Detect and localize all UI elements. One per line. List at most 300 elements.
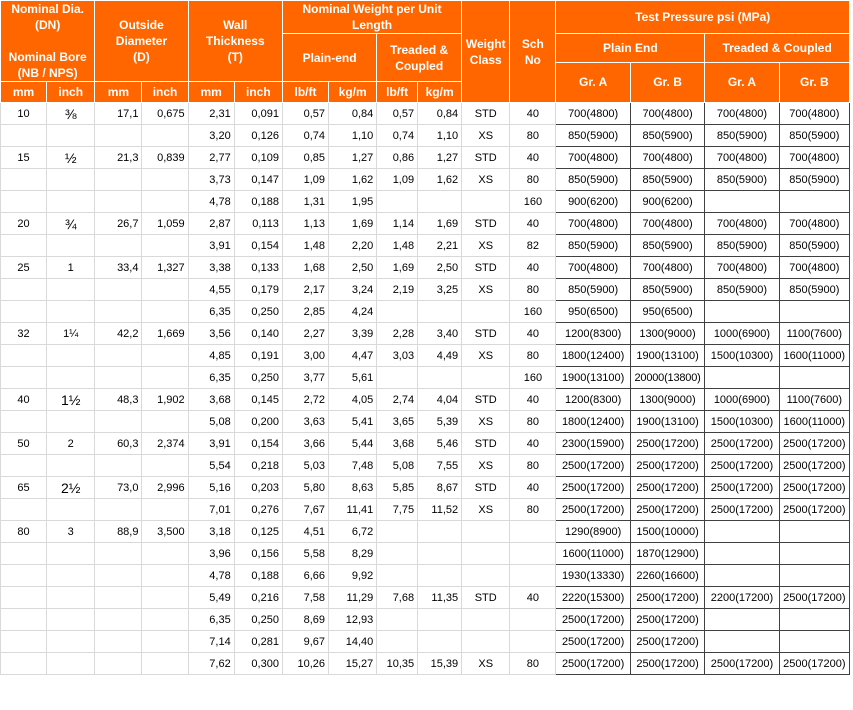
nps-inch-cell <box>47 301 95 323</box>
plain-kgm-cell: 8,63 <box>329 477 377 499</box>
pressure-threaded-gr-b-cell: 2500(17200) <box>779 653 849 675</box>
plain-lbft-cell: 7,58 <box>282 587 328 609</box>
wall-mm-cell: 4,85 <box>188 345 234 367</box>
threaded-lbft-cell: 2,19 <box>377 279 418 301</box>
sch-no-cell: 40 <box>510 103 556 125</box>
weight-class-cell: STD <box>462 389 510 411</box>
table-row <box>1 125 850 147</box>
nps-inch-cell <box>47 653 95 675</box>
od-inch-cell: 3,500 <box>142 521 188 543</box>
threaded-lbft-cell: 1,09 <box>377 169 418 191</box>
pressure-plain-gr-a-cell: 700(4800) <box>556 257 630 279</box>
nps-inch-cell: 3 <box>47 521 95 543</box>
weight-class-cell <box>462 367 510 389</box>
table-row <box>1 323 850 345</box>
od-mm-cell: 42,2 <box>95 323 142 345</box>
wall-mm-cell: 6,35 <box>188 609 234 631</box>
od-inch-cell <box>142 301 188 323</box>
od-inch-cell <box>142 169 188 191</box>
header-gr-b-plain: Gr. B <box>630 62 704 103</box>
wall-mm-cell: 4,78 <box>188 565 234 587</box>
nps-inch-cell <box>47 191 95 213</box>
od-mm-cell <box>95 609 142 631</box>
weight-class-cell: XS <box>462 653 510 675</box>
threaded-lbft-cell: 3,65 <box>377 411 418 433</box>
header-sch-line1: Sch <box>521 36 544 51</box>
pressure-plain-gr-a-cell: 1200(8300) <box>556 323 630 345</box>
wall-mm-cell: 7,62 <box>188 653 234 675</box>
threaded-kgm-cell: 11,35 <box>418 587 462 609</box>
wall-inch-cell: 0,188 <box>234 191 282 213</box>
pressure-threaded-gr-a-cell: 700(4800) <box>705 147 779 169</box>
plain-lbft-cell: 0,74 <box>282 125 328 147</box>
threaded-kgm-cell: 1,62 <box>418 169 462 191</box>
nps-inch-cell: ¾ <box>47 213 95 235</box>
table-row <box>1 367 850 389</box>
wall-inch-cell: 0,216 <box>234 587 282 609</box>
od-mm-cell <box>95 125 142 147</box>
header-outside-line3: (D) <box>133 50 150 64</box>
pressure-threaded-gr-a-cell: 850(5900) <box>705 169 779 191</box>
plain-lbft-cell: 6,66 <box>282 565 328 587</box>
pressure-plain-gr-a-cell: 1800(12400) <box>556 411 630 433</box>
wall-mm-cell: 3,56 <box>188 323 234 345</box>
plain-lbft-cell: 5,58 <box>282 543 328 565</box>
dn-mm-cell: 50 <box>1 433 47 455</box>
nps-inch-cell <box>47 565 95 587</box>
threaded-kgm-cell: 2,21 <box>418 235 462 257</box>
od-mm-cell <box>95 455 142 477</box>
plain-lbft-cell: 0,85 <box>282 147 328 169</box>
od-inch-cell <box>142 235 188 257</box>
od-inch-cell: 1,059 <box>142 213 188 235</box>
pressure-plain-gr-a-cell: 1800(12400) <box>556 345 630 367</box>
od-mm-cell <box>95 235 142 257</box>
threaded-lbft-cell: 1,14 <box>377 213 418 235</box>
pressure-plain-gr-a-cell: 700(4800) <box>556 213 630 235</box>
od-mm-cell <box>95 499 142 521</box>
od-inch-cell <box>142 367 188 389</box>
plain-kgm-cell: 9,92 <box>329 565 377 587</box>
weight-class-cell: STD <box>462 257 510 279</box>
od-mm-cell <box>95 543 142 565</box>
plain-lbft-cell: 2,17 <box>282 279 328 301</box>
nps-inch-cell <box>47 411 95 433</box>
pressure-plain-gr-a-cell: 2500(17200) <box>556 499 630 521</box>
weight-class-cell: STD <box>462 213 510 235</box>
nps-inch-cell <box>47 455 95 477</box>
pressure-plain-gr-b-cell: 850(5900) <box>630 125 704 147</box>
header-weight-class <box>462 1 510 103</box>
pressure-plain-gr-b-cell: 2500(17200) <box>630 499 704 521</box>
threaded-kgm-cell: 1,27 <box>418 147 462 169</box>
wall-mm-cell: 2,87 <box>188 213 234 235</box>
threaded-lbft-cell <box>377 543 418 565</box>
header-plain-end-pressure: Plain End <box>556 34 705 63</box>
threaded-kgm-cell: 7,55 <box>418 455 462 477</box>
wall-mm-cell: 3,91 <box>188 235 234 257</box>
table-row <box>1 411 850 433</box>
pressure-threaded-gr-a-cell: 1500(10300) <box>705 345 779 367</box>
wall-inch-cell: 0,140 <box>234 323 282 345</box>
pressure-threaded-gr-a-cell: 2500(17200) <box>705 433 779 455</box>
pressure-plain-gr-a-cell: 1200(8300) <box>556 389 630 411</box>
dn-mm-cell <box>1 169 47 191</box>
wall-mm-cell: 3,18 <box>188 521 234 543</box>
threaded-kgm-cell <box>418 609 462 631</box>
header-nominal-bore-line2: (NB / NPS) <box>17 66 78 80</box>
dn-mm-cell <box>1 301 47 323</box>
threaded-kgm-cell <box>418 301 462 323</box>
wall-mm-cell: 6,35 <box>188 301 234 323</box>
od-inch-cell <box>142 191 188 213</box>
sch-no-cell: 80 <box>510 653 556 675</box>
header-wall-thickness <box>188 1 282 82</box>
pressure-threaded-gr-a-cell: 850(5900) <box>705 235 779 257</box>
header-wall-line1: Wall <box>223 18 248 32</box>
dn-mm-cell <box>1 279 47 301</box>
pressure-plain-gr-b-cell: 700(4800) <box>630 103 704 125</box>
header-outside-line1: Outside <box>119 18 164 32</box>
pressure-threaded-gr-a-cell: 850(5900) <box>705 125 779 147</box>
plain-lbft-cell: 8,69 <box>282 609 328 631</box>
pressure-plain-gr-b-cell: 1900(13100) <box>630 411 704 433</box>
wall-mm-cell: 4,78 <box>188 191 234 213</box>
wall-mm-cell: 3,91 <box>188 433 234 455</box>
threaded-lbft-cell <box>377 367 418 389</box>
weight-class-cell: STD <box>462 587 510 609</box>
od-mm-cell <box>95 587 142 609</box>
pressure-plain-gr-b-cell: 1500(10000) <box>630 521 704 543</box>
dn-mm-cell <box>1 587 47 609</box>
sch-no-cell: 80 <box>510 499 556 521</box>
wall-mm-cell: 7,01 <box>188 499 234 521</box>
header-gr-a-plain: Gr. A <box>556 62 630 103</box>
nps-inch-cell <box>47 279 95 301</box>
wall-inch-cell: 0,133 <box>234 257 282 279</box>
pressure-plain-gr-b-cell: 2500(17200) <box>630 455 704 477</box>
plain-lbft-cell: 0,57 <box>282 103 328 125</box>
wall-inch-cell: 0,147 <box>234 169 282 191</box>
plain-kgm-cell: 3,39 <box>329 323 377 345</box>
table-row <box>1 653 850 675</box>
wall-inch-cell: 0,191 <box>234 345 282 367</box>
plain-kgm-cell: 4,47 <box>329 345 377 367</box>
sch-no-cell: 80 <box>510 125 556 147</box>
threaded-kgm-cell: 1,69 <box>418 213 462 235</box>
pressure-threaded-gr-b-cell <box>779 521 849 543</box>
plain-kgm-cell: 3,24 <box>329 279 377 301</box>
dn-mm-cell <box>1 543 47 565</box>
weight-class-cell <box>462 631 510 653</box>
table-row <box>1 235 850 257</box>
pressure-plain-gr-a-cell: 850(5900) <box>556 279 630 301</box>
nps-inch-cell <box>47 367 95 389</box>
sch-no-cell: 40 <box>510 587 556 609</box>
pressure-threaded-gr-a-cell: 700(4800) <box>705 213 779 235</box>
header-wall-line2: Thickness <box>205 34 265 48</box>
sch-no-cell <box>510 521 556 543</box>
plain-lbft-cell: 2,27 <box>282 323 328 345</box>
wall-mm-cell: 3,20 <box>188 125 234 147</box>
header-nominal-dia-line1: Nominal Dia. <box>11 2 84 16</box>
wall-inch-cell: 0,125 <box>234 521 282 543</box>
pressure-plain-gr-b-cell: 700(4800) <box>630 213 704 235</box>
sch-no-cell <box>510 609 556 631</box>
plain-lbft-cell: 1,13 <box>282 213 328 235</box>
unit-header: mm <box>95 82 142 103</box>
threaded-lbft-cell <box>377 521 418 543</box>
plain-kgm-cell: 4,24 <box>329 301 377 323</box>
pressure-plain-gr-b-cell: 2500(17200) <box>630 653 704 675</box>
sch-no-cell: 80 <box>510 279 556 301</box>
header-threaded-line2: Coupled <box>395 58 444 73</box>
pressure-plain-gr-b-cell: 2260(16600) <box>630 565 704 587</box>
threaded-kgm-cell: 5,46 <box>418 433 462 455</box>
od-mm-cell: 73,0 <box>95 477 142 499</box>
nps-inch-cell: 1¼ <box>47 323 95 345</box>
pressure-threaded-gr-a-cell: 850(5900) <box>705 279 779 301</box>
wall-inch-cell: 0,145 <box>234 389 282 411</box>
header-nominal-dia-line2: (DN) <box>35 18 61 32</box>
od-mm-cell <box>95 653 142 675</box>
dn-mm-cell: 80 <box>1 521 47 543</box>
pressure-plain-gr-a-cell: 2500(17200) <box>556 477 630 499</box>
threaded-kgm-cell <box>418 565 462 587</box>
threaded-lbft-cell: 1,69 <box>377 257 418 279</box>
pressure-threaded-gr-b-cell: 850(5900) <box>779 125 849 147</box>
plain-lbft-cell: 3,77 <box>282 367 328 389</box>
pressure-plain-gr-b-cell: 2500(17200) <box>630 433 704 455</box>
plain-lbft-cell: 5,03 <box>282 455 328 477</box>
plain-kgm-cell: 1,62 <box>329 169 377 191</box>
od-mm-cell <box>95 191 142 213</box>
sch-no-cell <box>510 631 556 653</box>
threaded-lbft-cell: 5,08 <box>377 455 418 477</box>
od-inch-cell <box>142 455 188 477</box>
nps-inch-cell <box>47 631 95 653</box>
wall-inch-cell: 0,281 <box>234 631 282 653</box>
pressure-plain-gr-a-cell: 850(5900) <box>556 125 630 147</box>
wall-mm-cell: 2,31 <box>188 103 234 125</box>
pressure-threaded-gr-b-cell: 2500(17200) <box>779 499 849 521</box>
dn-mm-cell <box>1 191 47 213</box>
od-inch-cell <box>142 125 188 147</box>
threaded-kgm-cell: 15,39 <box>418 653 462 675</box>
pressure-threaded-gr-a-cell: 2500(17200) <box>705 653 779 675</box>
pressure-plain-gr-a-cell: 2300(15900) <box>556 433 630 455</box>
table-row <box>1 301 850 323</box>
unit-header: mm <box>188 82 234 103</box>
od-inch-cell <box>142 631 188 653</box>
unit-header: inch <box>142 82 188 103</box>
weight-class-cell: STD <box>462 323 510 345</box>
weight-class-cell: XS <box>462 455 510 477</box>
sch-no-cell: 160 <box>510 367 556 389</box>
pressure-threaded-gr-a-cell: 2200(17200) <box>705 587 779 609</box>
plain-kgm-cell: 14,40 <box>329 631 377 653</box>
pressure-plain-gr-a-cell: 700(4800) <box>556 147 630 169</box>
weight-class-cell <box>462 191 510 213</box>
threaded-lbft-cell <box>377 631 418 653</box>
pressure-threaded-gr-b-cell: 1600(11000) <box>779 345 849 367</box>
pressure-plain-gr-a-cell: 2500(17200) <box>556 609 630 631</box>
wall-inch-cell: 0,154 <box>234 235 282 257</box>
unit-header: inch <box>47 82 95 103</box>
wall-mm-cell: 5,16 <box>188 477 234 499</box>
pressure-threaded-gr-b-cell: 850(5900) <box>779 279 849 301</box>
od-mm-cell <box>95 169 142 191</box>
od-mm-cell: 33,4 <box>95 257 142 279</box>
plain-kgm-cell: 8,29 <box>329 543 377 565</box>
weight-class-cell: XS <box>462 125 510 147</box>
pressure-plain-gr-a-cell: 2220(15300) <box>556 587 630 609</box>
weight-class-cell <box>462 565 510 587</box>
header-weight-class-line2: Class <box>469 52 502 67</box>
threaded-lbft-cell: 0,74 <box>377 125 418 147</box>
pressure-threaded-gr-a-cell <box>705 191 779 213</box>
wall-inch-cell: 0,179 <box>234 279 282 301</box>
threaded-lbft-cell: 3,03 <box>377 345 418 367</box>
od-inch-cell: 1,902 <box>142 389 188 411</box>
pressure-plain-gr-b-cell: 850(5900) <box>630 235 704 257</box>
threaded-kgm-cell: 11,52 <box>418 499 462 521</box>
plain-lbft-cell: 7,67 <box>282 499 328 521</box>
threaded-lbft-cell <box>377 191 418 213</box>
od-mm-cell: 26,7 <box>95 213 142 235</box>
threaded-lbft-cell <box>377 565 418 587</box>
weight-class-cell <box>462 543 510 565</box>
pressure-threaded-gr-a-cell: 1000(6900) <box>705 389 779 411</box>
wall-inch-cell: 0,203 <box>234 477 282 499</box>
wall-inch-cell: 0,109 <box>234 147 282 169</box>
od-inch-cell: 2,374 <box>142 433 188 455</box>
table-row <box>1 103 850 125</box>
od-inch-cell <box>142 609 188 631</box>
wall-mm-cell: 3,96 <box>188 543 234 565</box>
od-inch-cell <box>142 411 188 433</box>
table-row <box>1 455 850 477</box>
wall-inch-cell: 0,250 <box>234 367 282 389</box>
od-inch-cell: 1,327 <box>142 257 188 279</box>
threaded-lbft-cell: 1,48 <box>377 235 418 257</box>
plain-kgm-cell: 1,69 <box>329 213 377 235</box>
od-inch-cell <box>142 543 188 565</box>
weight-class-cell: XS <box>462 345 510 367</box>
plain-kgm-cell: 5,61 <box>329 367 377 389</box>
wall-inch-cell: 0,200 <box>234 411 282 433</box>
nps-inch-cell: ½ <box>47 147 95 169</box>
od-inch-cell: 0,839 <box>142 147 188 169</box>
pressure-plain-gr-a-cell: 2500(17200) <box>556 631 630 653</box>
wall-mm-cell: 3,38 <box>188 257 234 279</box>
wall-inch-cell: 0,250 <box>234 609 282 631</box>
pressure-plain-gr-b-cell: 1900(13100) <box>630 345 704 367</box>
weight-class-cell: XS <box>462 499 510 521</box>
od-inch-cell <box>142 499 188 521</box>
threaded-lbft-cell: 2,28 <box>377 323 418 345</box>
sch-no-cell: 160 <box>510 301 556 323</box>
od-mm-cell <box>95 367 142 389</box>
plain-lbft-cell: 1,48 <box>282 235 328 257</box>
wall-mm-cell: 2,77 <box>188 147 234 169</box>
pressure-plain-gr-b-cell: 850(5900) <box>630 169 704 191</box>
header-plain-end-weight: Plain-end <box>282 34 376 82</box>
pressure-plain-gr-b-cell: 700(4800) <box>630 257 704 279</box>
wall-mm-cell: 5,08 <box>188 411 234 433</box>
plain-kgm-cell: 5,41 <box>329 411 377 433</box>
plain-kgm-cell: 15,27 <box>329 653 377 675</box>
pressure-threaded-gr-a-cell: 2500(17200) <box>705 477 779 499</box>
od-mm-cell: 48,3 <box>95 389 142 411</box>
threaded-kgm-cell <box>418 191 462 213</box>
plain-lbft-cell: 4,51 <box>282 521 328 543</box>
plain-lbft-cell: 3,66 <box>282 433 328 455</box>
pressure-plain-gr-a-cell: 900(6200) <box>556 191 630 213</box>
header-weight-class-line1: Weight <box>465 36 506 51</box>
header-nominal-dia <box>1 1 95 82</box>
unit-header: lb/ft <box>377 82 418 103</box>
nps-inch-cell <box>47 543 95 565</box>
unit-header: lb/ft <box>282 82 328 103</box>
pressure-threaded-gr-b-cell <box>779 565 849 587</box>
wall-inch-cell: 0,188 <box>234 565 282 587</box>
wall-inch-cell: 0,091 <box>234 103 282 125</box>
table-row <box>1 631 850 653</box>
pressure-plain-gr-a-cell: 850(5900) <box>556 235 630 257</box>
wall-mm-cell: 4,55 <box>188 279 234 301</box>
plain-lbft-cell: 10,26 <box>282 653 328 675</box>
pressure-threaded-gr-a-cell <box>705 543 779 565</box>
wall-inch-cell: 0,250 <box>234 301 282 323</box>
plain-lbft-cell: 2,72 <box>282 389 328 411</box>
table-row <box>1 345 850 367</box>
nps-inch-cell: ⅜ <box>47 103 95 125</box>
plain-kgm-cell: 1,95 <box>329 191 377 213</box>
od-mm-cell: 88,9 <box>95 521 142 543</box>
table-row <box>1 389 850 411</box>
pressure-threaded-gr-a-cell <box>705 521 779 543</box>
od-mm-cell: 17,1 <box>95 103 142 125</box>
pressure-threaded-gr-b-cell: 2500(17200) <box>779 477 849 499</box>
plain-kgm-cell: 5,44 <box>329 433 377 455</box>
pressure-plain-gr-b-cell: 700(4800) <box>630 147 704 169</box>
wall-inch-cell: 0,156 <box>234 543 282 565</box>
table-row <box>1 609 850 631</box>
pressure-plain-gr-a-cell: 950(6500) <box>556 301 630 323</box>
wall-mm-cell: 5,54 <box>188 455 234 477</box>
dn-mm-cell <box>1 499 47 521</box>
header-wall-line3: (T) <box>227 50 243 64</box>
weight-class-cell: XS <box>462 235 510 257</box>
unit-header: inch <box>234 82 282 103</box>
wall-inch-cell: 0,126 <box>234 125 282 147</box>
wall-mm-cell: 6,35 <box>188 367 234 389</box>
table-row <box>1 477 850 499</box>
plain-lbft-cell: 5,80 <box>282 477 328 499</box>
pressure-threaded-gr-b-cell: 2500(17200) <box>779 455 849 477</box>
nps-inch-cell <box>47 169 95 191</box>
dn-mm-cell <box>1 609 47 631</box>
od-mm-cell <box>95 411 142 433</box>
od-mm-cell <box>95 565 142 587</box>
header-sch-no <box>510 1 556 103</box>
od-inch-cell: 0,675 <box>142 103 188 125</box>
pressure-threaded-gr-b-cell <box>779 631 849 653</box>
pressure-threaded-gr-b-cell: 700(4800) <box>779 257 849 279</box>
table-body <box>1 103 850 675</box>
threaded-kgm-cell: 3,40 <box>418 323 462 345</box>
